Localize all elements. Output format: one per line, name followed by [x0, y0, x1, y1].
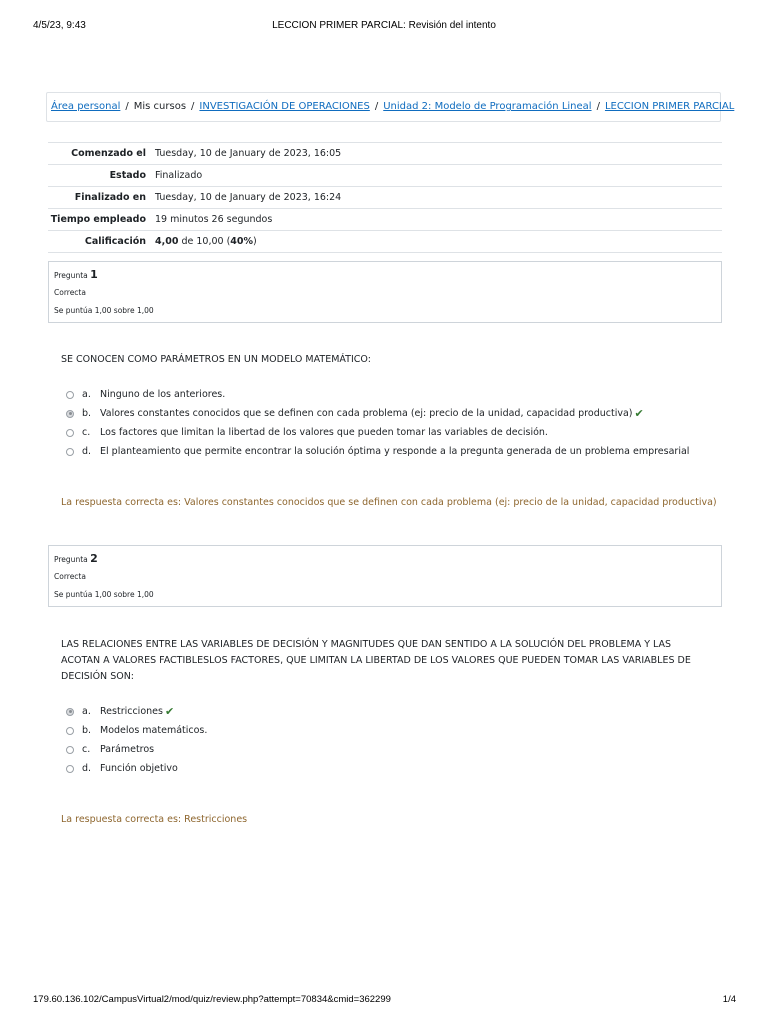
- print-url: 179.60.136.102/CampusVirtual2/mod/quiz/review.php?attempt=70834&cmid=362299: [33, 994, 391, 1005]
- answer-list-1: [66, 385, 689, 461]
- answer-letter: d.: [82, 763, 92, 774]
- question-label: Pregunta: [54, 555, 88, 564]
- breadcrumb: [46, 92, 735, 122]
- answer-option[interactable]: [66, 404, 689, 423]
- answer-text: Parámetros: [100, 744, 155, 755]
- answer-letter: a.: [82, 389, 91, 400]
- print-date: 4/5/23, 9:43: [33, 20, 86, 31]
- grade-label: Calificación: [84, 236, 146, 247]
- answer-text: Los factores que limitan la libertad de los valores que pueden tomar las variables de decisión.: [100, 427, 548, 438]
- breadcrumb-unit[interactable]: Unidad 2: Modelo de Programación Lineal: [383, 101, 592, 112]
- print-title: LECCION PRIMER PARCIAL: Revisión del intento: [272, 20, 496, 31]
- radio-icon[interactable]: [66, 391, 74, 399]
- answer-option[interactable]: [66, 702, 207, 721]
- question-info-2: [48, 545, 722, 607]
- attempt-summary-table: [48, 142, 722, 253]
- summary-row-time: [48, 209, 722, 231]
- answer-letter: b.: [82, 408, 92, 419]
- time-value: 19 minutos 26 segundos: [155, 214, 273, 225]
- answer-option[interactable]: [66, 442, 689, 461]
- question-text-1: SE CONOCEN COMO PARÁMETROS EN UN MODELO MATEMÁTICO:: [61, 354, 371, 365]
- answer-letter: d.: [82, 446, 92, 457]
- question-info-1: [48, 261, 722, 323]
- question-number: [54, 552, 98, 565]
- answer-list-2: [66, 702, 207, 778]
- grade-percent: 40%: [230, 236, 254, 247]
- answer-text: Función objetivo: [100, 763, 178, 774]
- radio-icon[interactable]: [66, 708, 74, 716]
- state-value: Finalizado: [155, 170, 203, 181]
- answer-text: Modelos matemáticos.: [100, 725, 208, 736]
- radio-icon[interactable]: [66, 765, 74, 773]
- finished-label: Finalizado en: [74, 192, 146, 203]
- answer-option[interactable]: [66, 423, 689, 442]
- question-state: Correcta: [54, 572, 86, 581]
- question-number: [54, 268, 98, 281]
- answer-option[interactable]: [66, 740, 207, 759]
- question-number-value: 1: [90, 268, 98, 281]
- breadcrumb-separator: /: [125, 101, 129, 112]
- finished-value: Tuesday, 10 de January de 2023, 16:24: [155, 192, 342, 203]
- question-label: Pregunta: [54, 271, 88, 280]
- answer-letter: b.: [82, 725, 92, 736]
- breadcrumb-separator: /: [191, 101, 195, 112]
- answer-text: Restricciones: [100, 706, 163, 717]
- breadcrumb-mis-cursos: Mis cursos: [133, 101, 187, 112]
- answer-option[interactable]: [66, 721, 207, 740]
- grade-score: 4,00: [155, 236, 179, 247]
- answer-letter: c.: [82, 744, 91, 755]
- right-answer-2: La respuesta correcta es: Restricciones: [61, 814, 248, 825]
- breadcrumb-separator: /: [374, 101, 379, 112]
- print-page-number: 1/4: [722, 994, 736, 1005]
- answer-text: Ninguno de los anteriores.: [100, 389, 226, 400]
- summary-row-finished: [48, 187, 722, 209]
- summary-row-state: [48, 165, 722, 187]
- radio-icon[interactable]: [66, 410, 74, 418]
- summary-row-grade: [48, 231, 722, 253]
- answer-text: Valores constantes conocidos que se definen con cada problema (ej: precio de la unidad, capacidad productiva): [100, 408, 633, 419]
- right-answer-1: La respuesta correcta es: Valores constantes conocidos que se definen con cada problema (ej: precio de la unidad, capacidad productiva): [61, 497, 717, 508]
- grade-end: ): [253, 236, 257, 247]
- print-header: [0, 20, 768, 34]
- radio-icon[interactable]: [66, 429, 74, 437]
- radio-icon[interactable]: [66, 448, 74, 456]
- question-state: Correcta: [54, 288, 86, 297]
- started-value: Tuesday, 10 de January de 2023, 16:05: [155, 148, 342, 159]
- answer-letter: a.: [82, 706, 91, 717]
- breadcrumb-area-personal[interactable]: Área personal: [51, 101, 121, 112]
- breadcrumb-quiz[interactable]: LECCION PRIMER PARCIAL: [604, 101, 735, 112]
- started-label: Comenzado el: [71, 148, 146, 159]
- question-number-value: 2: [90, 552, 98, 565]
- check-icon: ✔: [164, 705, 175, 718]
- answer-letter: c.: [82, 427, 91, 438]
- answer-option[interactable]: [66, 385, 689, 404]
- question-text-2: LAS RELACIONES ENTRE LAS VARIABLES DE DECISIÓN Y MAGNITUDES QUE DAN SENTIDO A LA SOLUCIÓN DEL PROBLEMA Y LAS ACOTAN A VALORES FACTIBLESLOS FACTORES, QUE LIMITAN LA LIBERTAD DE LOS VALORES QUE PUEDEN TOMAR LAS VARIABLES DE DECISIÓN SON:: [61, 639, 691, 682]
- time-label: Tiempo empleado: [50, 214, 146, 225]
- answer-option[interactable]: [66, 759, 207, 778]
- question-grade: Se puntúa 1,00 sobre 1,00: [54, 590, 154, 599]
- radio-icon[interactable]: [66, 727, 74, 735]
- question-grade: Se puntúa 1,00 sobre 1,00: [54, 306, 154, 315]
- check-icon: ✔: [634, 407, 644, 420]
- summary-row-started: [48, 143, 722, 165]
- print-footer: [0, 994, 768, 1008]
- breadcrumb-separator: /: [596, 101, 600, 112]
- grade-value: [151, 231, 722, 253]
- answer-text: El planteamiento que permite encontrar la solución óptima y responde a la pregunta generada de un problema empresarial: [100, 446, 690, 457]
- grade-mid: de 10,00 (: [178, 236, 231, 247]
- breadcrumb-course[interactable]: INVESTIGACIÓN DE OPERACIONES: [199, 101, 370, 112]
- radio-icon[interactable]: [66, 746, 74, 754]
- state-label: Estado: [109, 170, 146, 181]
